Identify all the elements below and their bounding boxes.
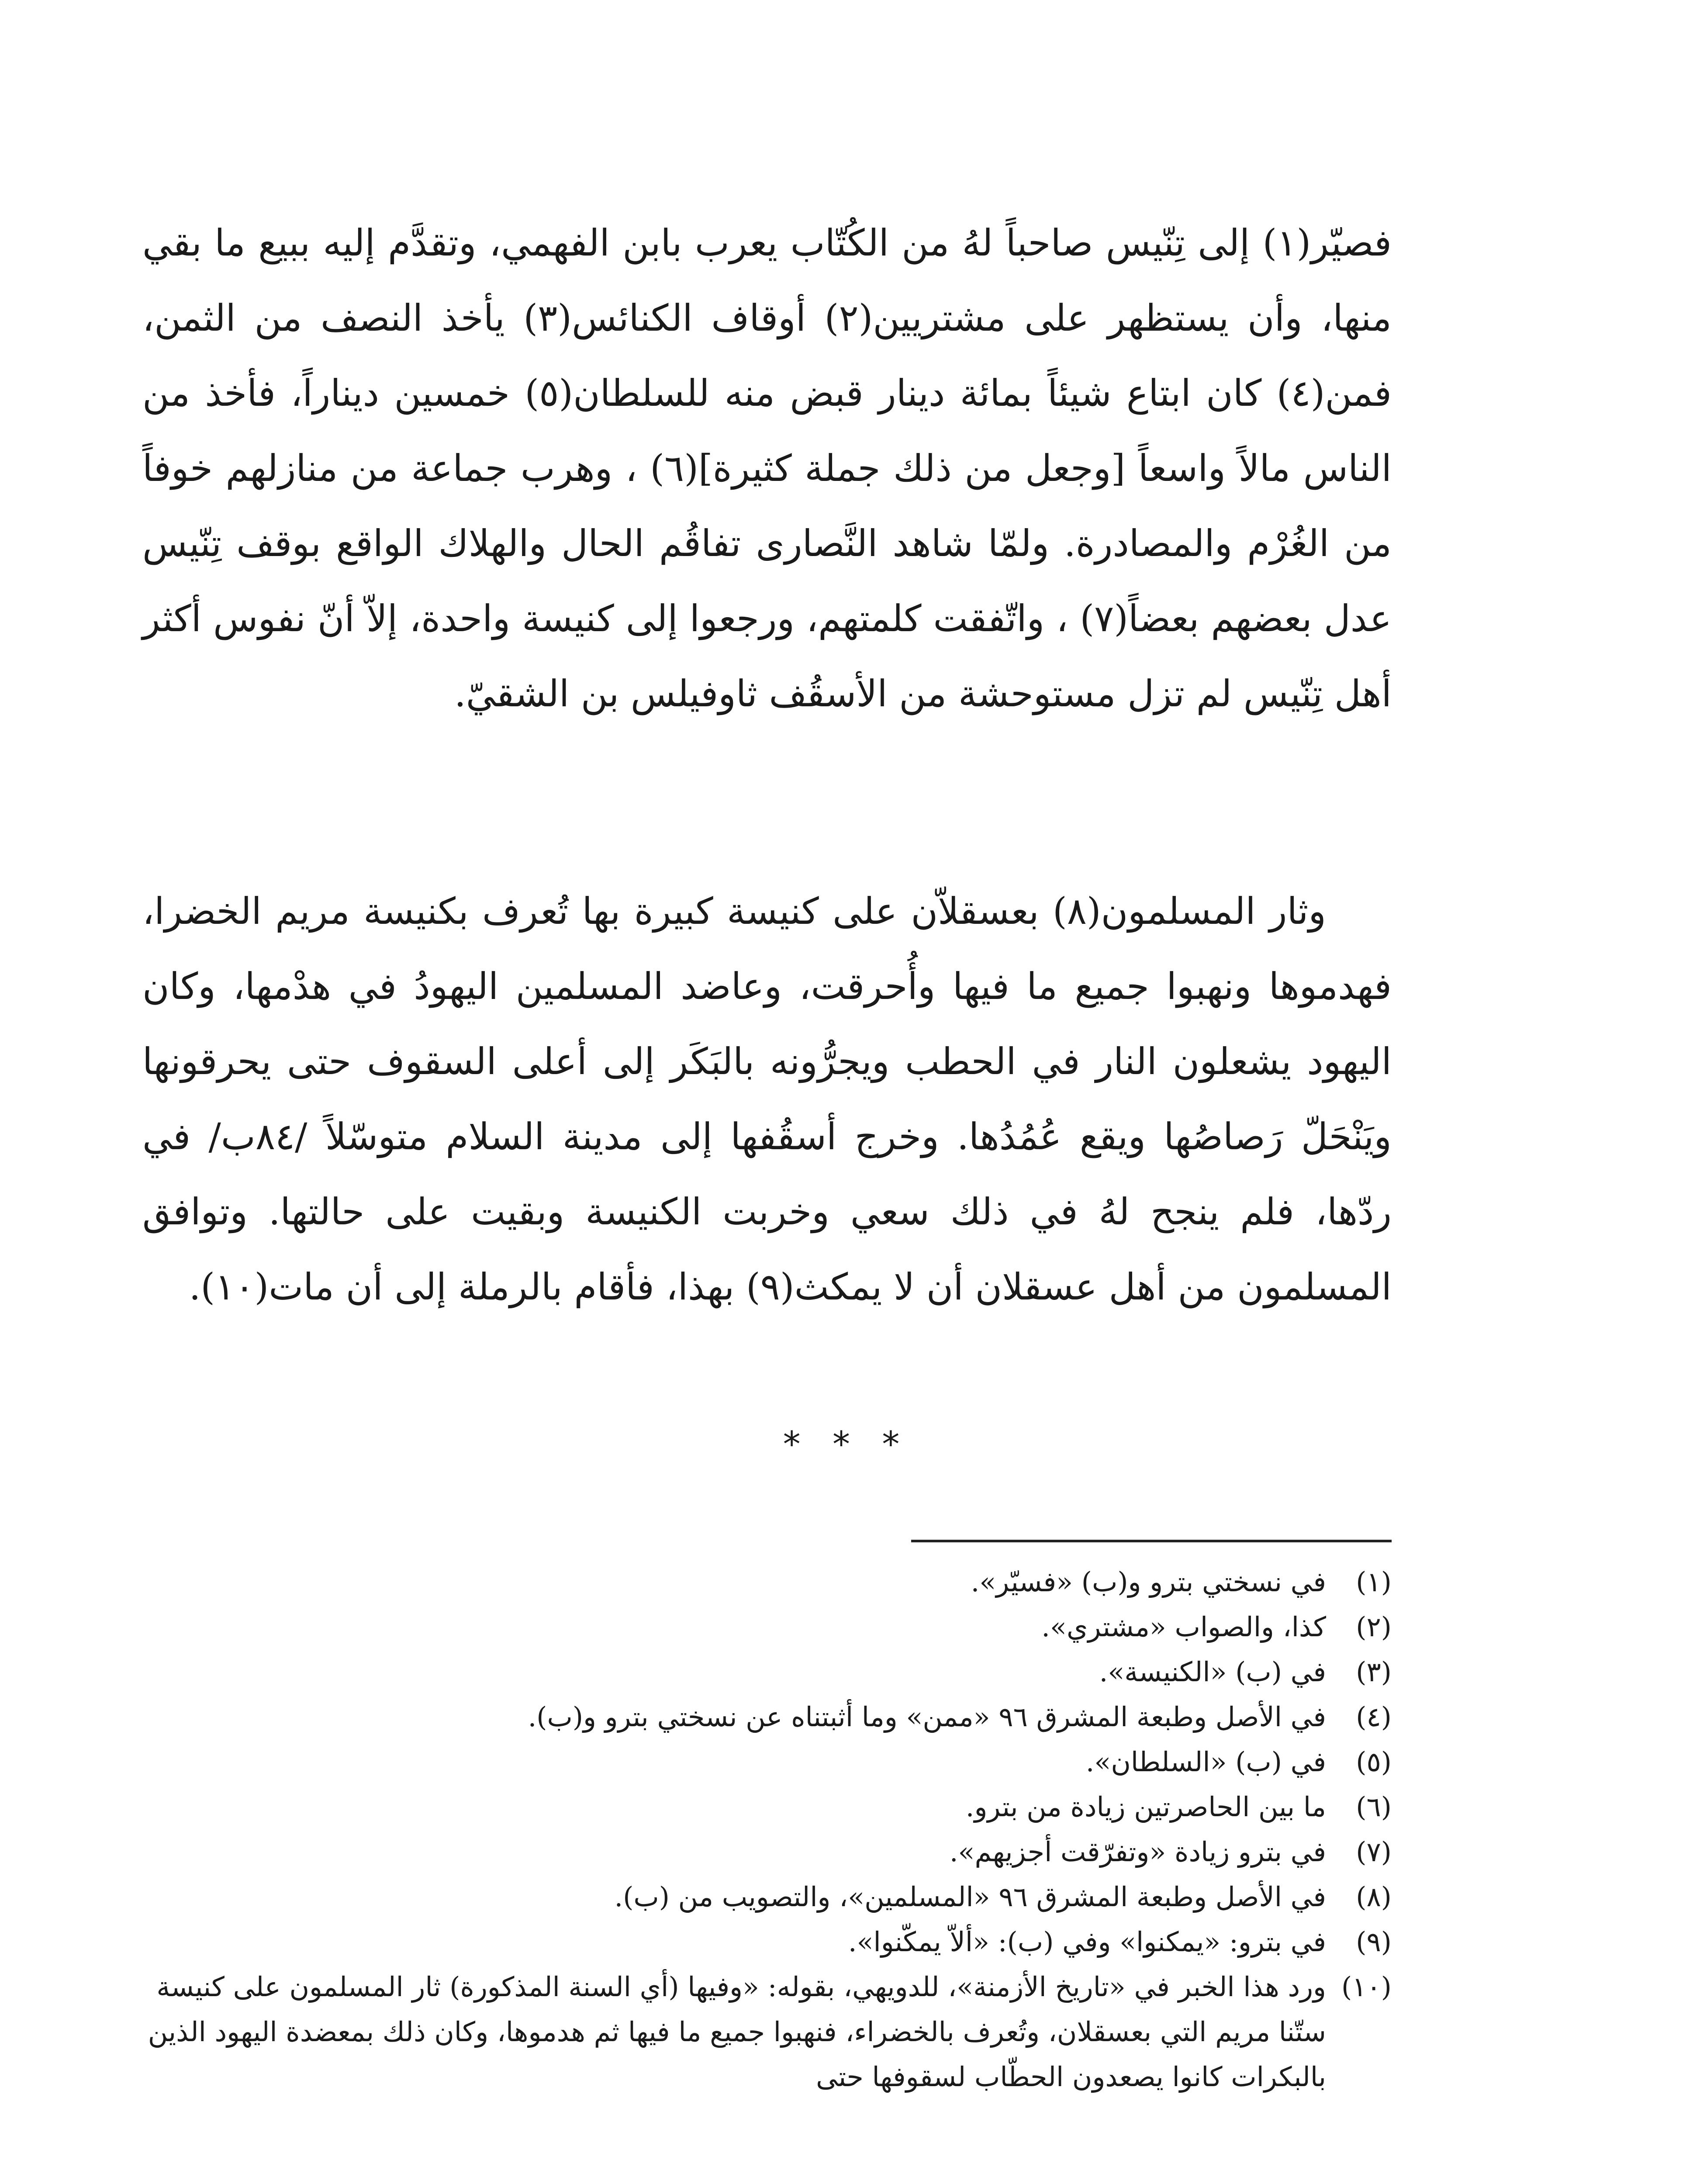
footnote-text: في نسختي بترو و(ب) «فسيّر».: [971, 1566, 1326, 1598]
footnote-number: (١٠): [1341, 1971, 1392, 2003]
footnote-text: في (ب) «السلطان».: [1085, 1746, 1326, 1778]
footnote-number: (٧): [1356, 1836, 1392, 1868]
footnote-text: في (ب) «الكنيسة».: [1099, 1656, 1326, 1688]
footnote-3: [142, 1649, 1392, 1694]
paragraph-1: فصيّر(١) إلى تِنّيس صاحباً لهُ من الكُتّاب يعرب بابن الفهمي، وتقدَّم إليه ببيع ما بقي منها، وأن يستظهر على مشتريين(٢) أوقاف الكنائس(٣) يأخذ النصف من الثمن، فمن(٤) كان ابتاع شيئاً بمائة دينار قبض منه للسلطان(٥) خمسين ديناراً، فأخذ من الناس مالاً واسعاً [وجعل من ذلك جملة كثيرة](٦) ، وهرب جماعة من منازلهم خوفاً من الغُرْم والمصادرة. ولمّا شاهد النَّصارى تفاقُم الحال والهلاك الواقع بوقف تِنّيس عدل بعضهم بعضاً(٧) ، واتّفقت كلمتهم، ورجعوا إلى كنيسة واحدة، إلاّ أنّ نفوس أكثر أهل تِنّيس لم تزل مستوحشة من الأسقُف ثاوفيلس بن الشقيّ.: [142, 221, 1392, 715]
footnote-text: كذا، والصواب «مشتري».: [1041, 1611, 1326, 1643]
section-separator: * * *: [783, 1424, 910, 1465]
footnote-8: [142, 1874, 1392, 1919]
footnote-2: [142, 1604, 1392, 1649]
footnote-rule: [911, 1540, 1392, 1542]
paragraph-2: وثار المسلمون(٨) بعسقلاّن على كنيسة كبيرة بها تُعرف بكنيسة مريم الخضرا، فهدموها ونهبوا جميع ما فيها وأُحرقت، وعاضد المسلمين اليهودُ في هدْمها، وكان اليهود يشعلون النار في الحطب ويجرُّونه بالبَكَر إلى أعلى السقوف حتى يحرقونها ويَنْحَلّ رَصاصُها ويقع عُمُدُها. وخرج أسقُفها إلى مدينة السلام متوسّلاً /٨٤ب/ في ردّها، فلم ينجح لهُ في ذلك سعي وخربت الكنيسة وبقيت على حالتها. وتوافق المسلمون من أهل عسقلان أن لا يمكث(٩) بهذا، فأقام بالرملة إلى أن مات(١٠).: [142, 890, 1392, 1308]
footnote-1: [142, 1559, 1392, 1604]
main-text-block-2: [142, 874, 1392, 1324]
footnote-number: (٤): [1356, 1701, 1392, 1733]
footnote-number: (٨): [1356, 1881, 1392, 1913]
footnote-number: (٥): [1356, 1746, 1392, 1778]
footnote-text: في الأصل وطبعة المشرق ٩٦ «المسلمين»، والتصويب من (ب).: [614, 1881, 1326, 1913]
footnote-number: (٣): [1356, 1656, 1392, 1688]
footnote-text: ما بين الحاصرتين زيادة من بترو.: [965, 1791, 1326, 1823]
footnote-text: في بترو زيادة «وتفرّقت أجزيهم».: [949, 1836, 1326, 1868]
footnote-5: [142, 1739, 1392, 1784]
footnote-9: [142, 1919, 1392, 1964]
footnote-4: [142, 1694, 1392, 1739]
footnote-text: في الأصل وطبعة المشرق ٩٦ «ممن» وما أثبتناه عن نسختي بترو و(ب).: [528, 1701, 1326, 1733]
footnote-6: [142, 1784, 1392, 1829]
footnote-number: (١): [1356, 1566, 1392, 1598]
footnote-10: [142, 1964, 1392, 2099]
footnote-text: ورد هذا الخبر في «تاريخ الأزمنة»، للدويهي، بقوله: «وفيها (أي السنة المذكورة) ثار المسلمون على كنيسة ستّنا مريم التي بعسقلان، وتُعرف بالخضراء، فنهبوا جميع ما فيها ثم هدموها، وكان ذلك بمعضدة اليهود الذين بالبكرات كانوا يصعدون الحطّاب لسقوفها حتى: [148, 1971, 1326, 2093]
footnote-number: (٦): [1356, 1791, 1392, 1823]
footnotes: [142, 1559, 1392, 2099]
footnote-number: (٢): [1356, 1611, 1392, 1643]
main-text-block: [142, 205, 1392, 731]
footnote-7: [142, 1829, 1392, 1874]
footnote-number: (٩): [1356, 1926, 1392, 1958]
footnote-text: في بترو: «يمكنوا» وفي (ب): «ألاّ يمكّنوا».: [848, 1926, 1326, 1958]
